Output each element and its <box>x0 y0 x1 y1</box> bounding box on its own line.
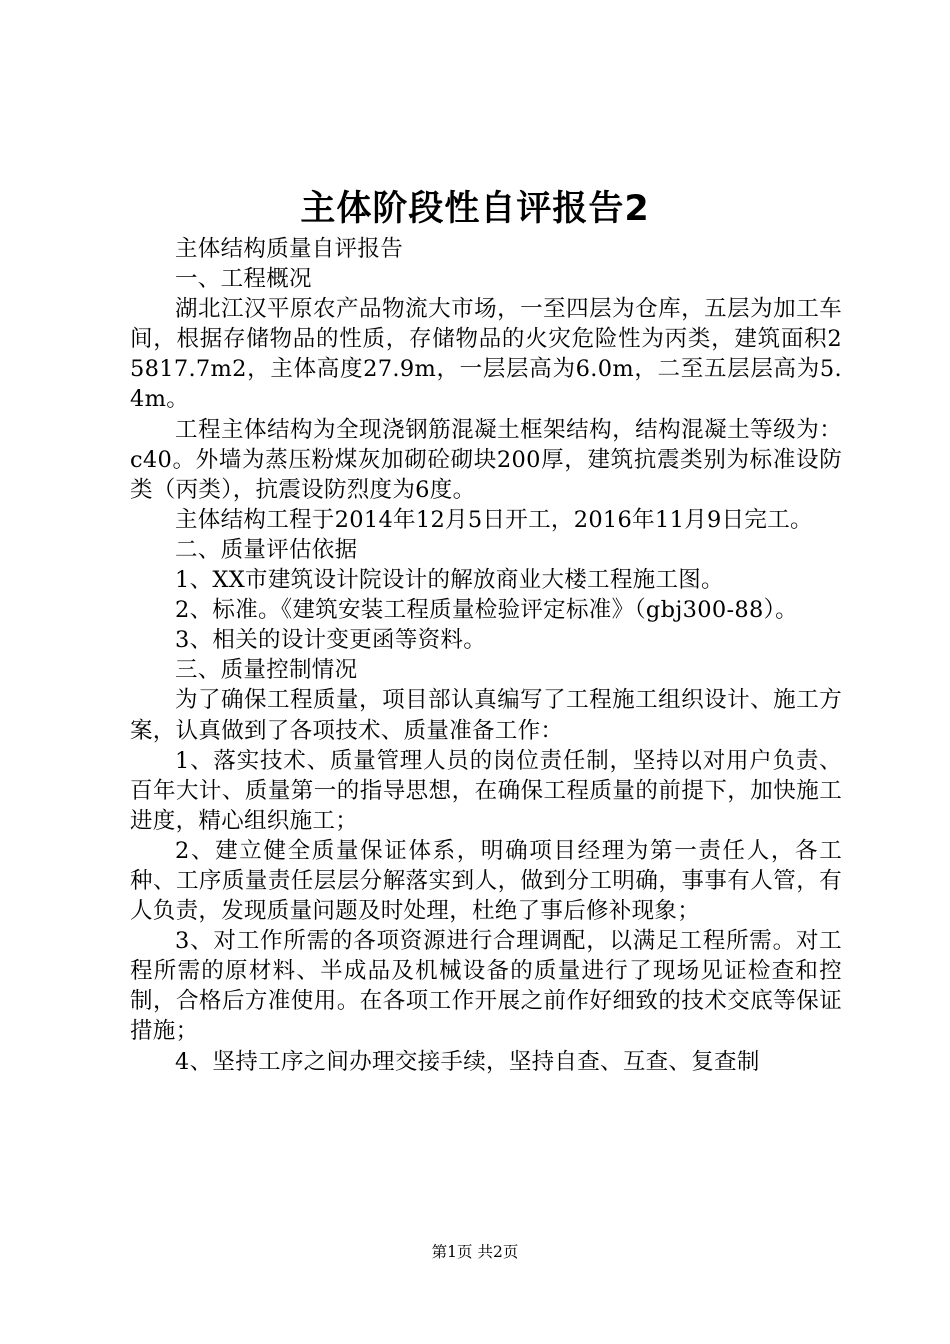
document-title: 主体阶段性自评报告2 <box>300 189 650 229</box>
list-item-control-2: 2、建立健全质量保证体系，明确项目经理为第一责任人，各工种、工序质量责任层层分解落实到人，做到分工明确，事事有人管，有人负责，发现质量问题及时处理，杜绝了事后修补现象； <box>130 837 842 925</box>
page-footer: 第1页 共2页 <box>431 1243 519 1261</box>
list-item-basis-1: 1、XX市建筑设计院设计的解放商业大楼工程施工图。 <box>175 567 724 594</box>
section-heading-overview: 一、工程概况 <box>175 266 312 293</box>
list-item-control-4: 4、坚持工序之间办理交接手续，坚持自查、互查、复查制 <box>175 1048 760 1075</box>
list-item-control-3: 3、对工作所需的各项资源进行合理调配，以满足工程所需。对工程所需的原材料、半成品及机械设备的质量进行了现场见证检查和控制，合格后方准使用。在各项工作开展之前作好细致的技术交底等保证措施； <box>130 928 842 1045</box>
section-heading-basis: 二、质量评估依据 <box>175 536 358 563</box>
paragraph-report-subtitle: 主体结构质量自评报告 <box>175 236 404 262</box>
paragraph-schedule: 主体结构工程于2014年12月5日开工，2016年11月9日完工。 <box>175 506 813 533</box>
document-body <box>130 234 842 1077</box>
section-heading-control: 三、质量控制情况 <box>175 657 358 684</box>
paragraph-project-description: 湖北江汉平原农产品物流大市场，一至四层为仓库，五层为加工车间，根据存储物品的性质，存储物品的火灾危险性为丙类，建筑面积25817.7m2，主体高度27.9m，一层层高为6.0m，二至五层层高为5.4m。 <box>130 296 842 413</box>
list-item-basis-3: 3、相关的设计变更函等资料。 <box>175 627 487 654</box>
list-item-basis-2: 2、标准。《建筑安装工程质量检验评定标准》（gbj300-88）。 <box>175 597 798 624</box>
paragraph-control-intro: 为了确保工程质量，项目部认真编写了工程施工组织设计、施工方案，认真做到了各项技术、质量准备工作： <box>130 687 842 744</box>
list-item-control-1: 1、落实技术、质量管理人员的岗位责任制，坚持以对用户负责、百年大计、质量第一的指导思想，在确保工程质量的前提下，加快施工进度，精心组织施工； <box>130 747 842 834</box>
paragraph-structure-description: 工程主体结构为全现浇钢筋混凝土框架结构，结构混凝土等级为：c40。外墙为蒸压粉煤灰加砌砼砌块200厚，建筑抗震类别为标准设防类（丙类），抗震设防烈度为6度。 <box>130 416 842 503</box>
